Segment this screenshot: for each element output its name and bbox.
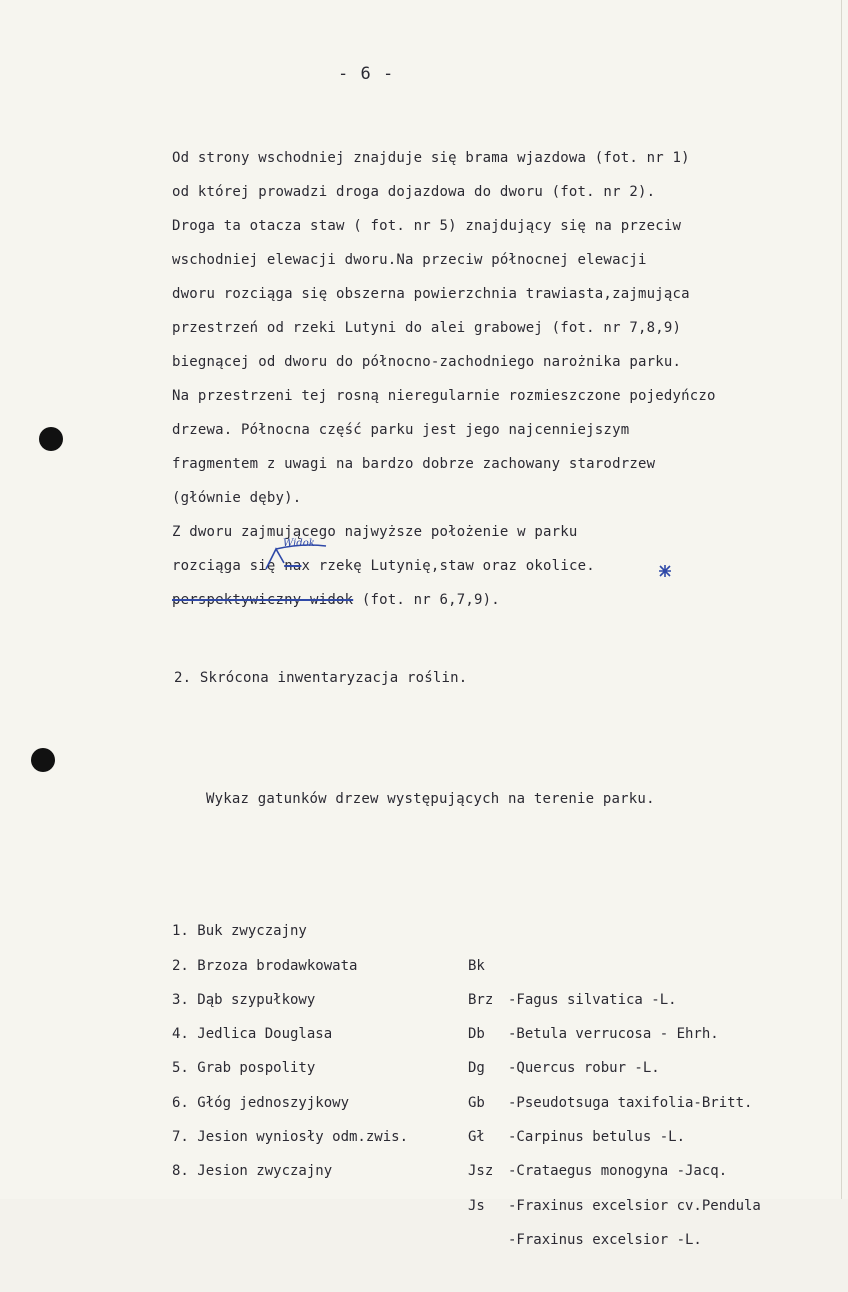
text-line: biegnącej od dworu do północno-zachodniego narożnika parku. xyxy=(172,354,682,370)
text-line: drzewa. Północna część parku jest jego najcenniejszym xyxy=(172,422,630,438)
page-number: - 6 - xyxy=(338,64,395,84)
species-name: 7. Jesion wyniosły odm.zwis. xyxy=(172,1129,409,1146)
species-abbreviation: Brz xyxy=(468,991,494,1008)
text-line: Droga ta otacza staw ( fot. nr 5) znajdujący się na przeciw xyxy=(172,218,682,234)
species-latin-name: -Fagus silvatica -L. xyxy=(508,991,677,1008)
page-edge xyxy=(841,0,842,1199)
species-name: 1. Buk zwyczajny xyxy=(172,923,307,940)
text-line-edited xyxy=(172,583,832,617)
species-latin-name: -Fraxinus excelsior -L. xyxy=(508,1231,702,1248)
species-abbreviation: Gb xyxy=(468,1094,485,1111)
species-latin-name: -Betula verrucosa - Ehrh. xyxy=(508,1026,719,1043)
insertion-caret-mark xyxy=(262,543,332,573)
text-line: wschodniej elewacji dworu.Na przeciw północnej elewacji xyxy=(172,252,647,268)
asterisk-mark xyxy=(657,563,673,579)
struck-text: perspektywiczny widok xyxy=(172,592,354,608)
species-latin-name: -Pseudotsuga taxifolia-Britt. xyxy=(508,1094,753,1111)
text-line: Na przestrzeni tej rosną nieregularnie rozmieszczone pojedyńczo xyxy=(172,388,716,404)
text-fragment: rozciąga się xyxy=(172,558,285,574)
text-fragment: . xyxy=(586,558,595,574)
species-name: 8. Jesion zwyczajny xyxy=(172,1163,333,1180)
struck-text: na xyxy=(284,558,302,574)
section-heading: 2. Skrócona inwentaryzacja roślin. xyxy=(174,670,468,686)
text-line: od której prowadzi droga dojazdowa do dworu (fot. nr 2). xyxy=(172,184,656,200)
species-abbreviation: Gł xyxy=(468,1129,485,1146)
punch-hole-top xyxy=(39,427,63,451)
species-abbreviation: Bk xyxy=(468,957,485,974)
species-latin-name: -Quercus robur -L. xyxy=(508,1060,660,1077)
species-list xyxy=(172,880,832,1248)
text-line: dworu rozciąga się obszerna powierzchnia trawiasta,zajmująca xyxy=(172,286,690,302)
species-name: 4. Jedlica Douglasa xyxy=(172,1026,333,1043)
text-line: przestrzeń od rzeki Lutyni do alei grabowej (fot. nr 7,8,9) xyxy=(172,320,682,336)
text-fragment: (fot. nr 6,7,9). xyxy=(353,592,500,608)
text-fragment: x rzekę Lutynię,staw oraz okolice xyxy=(301,558,587,574)
species-name: 5. Grab pospolity xyxy=(172,1060,316,1077)
species-latin-name: -Carpinus betulus -L. xyxy=(508,1129,686,1146)
species-abbreviation: Jsz xyxy=(468,1163,494,1180)
text-line: (głównie dęby). xyxy=(172,490,302,506)
text-line: Z dworu zajmującego najwyższe położenie w parku xyxy=(172,524,578,540)
species-latin-name: -Crataegus monogyna -Jacq. xyxy=(508,1163,728,1180)
species-abbreviation: Js xyxy=(468,1197,485,1214)
species-name: 2. Brzoza brodawkowata xyxy=(172,957,358,974)
species-abbreviation: Db xyxy=(468,1026,485,1043)
species-name: 3. Dąb szypułkowy xyxy=(172,991,316,1008)
handwritten-insertion: Widok xyxy=(283,538,315,549)
species-latin-name: -Fraxinus excelsior cv.Pendula xyxy=(508,1197,761,1214)
list-heading: Wykaz gatunków drzew występujących na terenie parku. xyxy=(206,791,655,807)
text-line: Od strony wschodniej znajduje się brama wjazdowa (fot. nr 1) xyxy=(172,150,690,166)
species-abbreviation: Dg xyxy=(468,1060,485,1077)
text-line: fragmentem z uwagi na bardzo dobrze zachowany starodrzew xyxy=(172,456,656,472)
punch-hole-bottom xyxy=(31,748,55,772)
species-name: 6. Głóg jednoszyjkowy xyxy=(172,1094,350,1111)
